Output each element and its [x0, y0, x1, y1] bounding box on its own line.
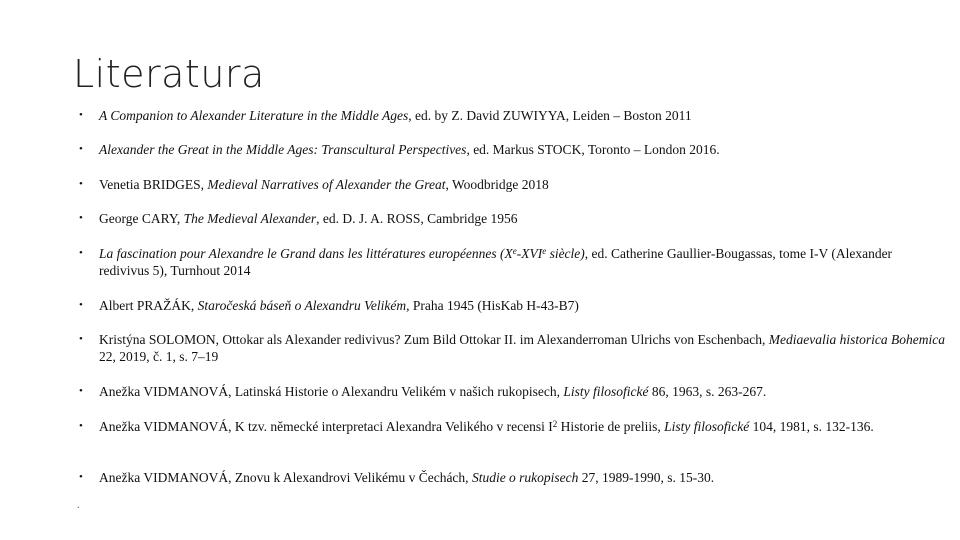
citation-run: Historie de preliis, — [557, 419, 665, 434]
citation-italic-run: Mediaevalia historica Bohemica — [768, 332, 945, 347]
citation-run: , Praha 1945 (HisKab H-43-B7) — [406, 298, 579, 313]
bullet: • — [79, 178, 83, 190]
list-item — [79, 331, 945, 365]
citation-run: George CARY, — [99, 211, 184, 226]
citation-run: Venetia BRIDGES, — [99, 177, 208, 192]
citation-text — [99, 176, 945, 193]
list-item — [79, 297, 945, 314]
citation-italic-run: -XVI — [516, 246, 543, 261]
bullet: • — [79, 299, 83, 311]
bullet: • — [79, 471, 83, 483]
citation-text — [99, 297, 945, 314]
citation-run: , ed. D. J. A. ROSS, Cambridge 1956 — [316, 211, 518, 226]
list-item — [79, 245, 945, 279]
citation-run: Albert PRAŽÁK, — [99, 298, 198, 313]
list-item — [79, 383, 945, 400]
citation-run: 104, 1981, s. 132-136. — [749, 419, 874, 434]
citation-italic-run: Listy filosofické — [664, 419, 750, 434]
bullet: • — [79, 109, 83, 121]
citation-text — [99, 331, 945, 365]
citation-italic-run: The Medieval Alexander — [183, 211, 317, 226]
citation-italic-run: Alexander the Great in the Middle Ages: Transcultural Perspectives — [99, 142, 467, 157]
trailing-mark: . — [77, 500, 80, 511]
citation-text — [99, 418, 945, 435]
citation-text — [99, 469, 945, 486]
bullet: • — [79, 143, 83, 155]
citation-italic-run: Medieval Narratives of Alexander the Great — [207, 177, 446, 192]
citation-text — [99, 141, 945, 158]
bullet: • — [79, 385, 83, 397]
citation-italic-run: A Companion to Alexander Literature in the Middle Ages — [99, 108, 409, 123]
bullet: • — [79, 212, 83, 224]
citation-run: , ed. Markus STOCK, Toronto – London 2016. — [466, 142, 720, 157]
citation-italic-run: Staročeská báseň o Alexandru Velikém — [197, 298, 407, 313]
citation-italic-run: Listy filosofické — [563, 384, 649, 399]
citation-run: , Woodbridge 2018 — [445, 177, 549, 192]
list-item — [79, 107, 945, 124]
list-item — [79, 176, 945, 193]
citation-run: Anežka VIDMANOVÁ, Znovu k Alexandrovi Velikému v Čechách, — [99, 470, 472, 485]
list-item — [79, 418, 945, 435]
bullet: • — [79, 420, 83, 432]
citation-text — [99, 107, 945, 124]
citation-italic-run: La fascination pour Alexandre le Grand dans les littératures européennes (X — [99, 246, 513, 261]
citation-text — [99, 210, 945, 227]
citation-run: Kristýna SOLOMON, Ottokar als Alexander redivivus? Zum Bild Ottokar II. im Alexanderroman Ulrichs von Eschenbach, — [99, 332, 769, 347]
slide-title: Literatura — [73, 52, 265, 96]
bullet: • — [79, 247, 83, 259]
list-item — [79, 141, 945, 158]
citation-run: 2 — [552, 419, 558, 429]
citation-run: Anežka VIDMANOVÁ, Latinská Historie o Alexandru Velikém v našich rukopisech, — [99, 384, 564, 399]
citation-run: Anežka VIDMANOVÁ, K tzv. německé interpretaci Alexandra Velikého v recensi I — [99, 419, 553, 434]
citation-text — [99, 383, 945, 400]
citation-run: , ed. Catherine Gaullier-Bougassas, tome I-V (Alexander redivivus 5), Turnhout 2014 — [99, 246, 893, 278]
list-item — [79, 210, 945, 227]
citation-italic-run: Studie o rukopisech — [471, 470, 579, 485]
citation-italic-run: siècle) — [546, 246, 585, 261]
citation-run: 22, 2019, č. 1, s. 7–19 — [99, 349, 219, 364]
citation-italic-run: e — [512, 246, 517, 256]
citation-run: , ed. by Z. David ZUWIYYA, Leiden – Boston 2011 — [408, 108, 692, 123]
citation-run: 86, 1963, s. 263-267. — [648, 384, 767, 399]
bullet: • — [79, 333, 83, 345]
citation-italic-run: e — [542, 246, 547, 256]
list-item — [79, 469, 945, 486]
citation-text — [99, 245, 945, 279]
citation-run: 27, 1989-1990, s. 15-30. — [578, 470, 715, 485]
